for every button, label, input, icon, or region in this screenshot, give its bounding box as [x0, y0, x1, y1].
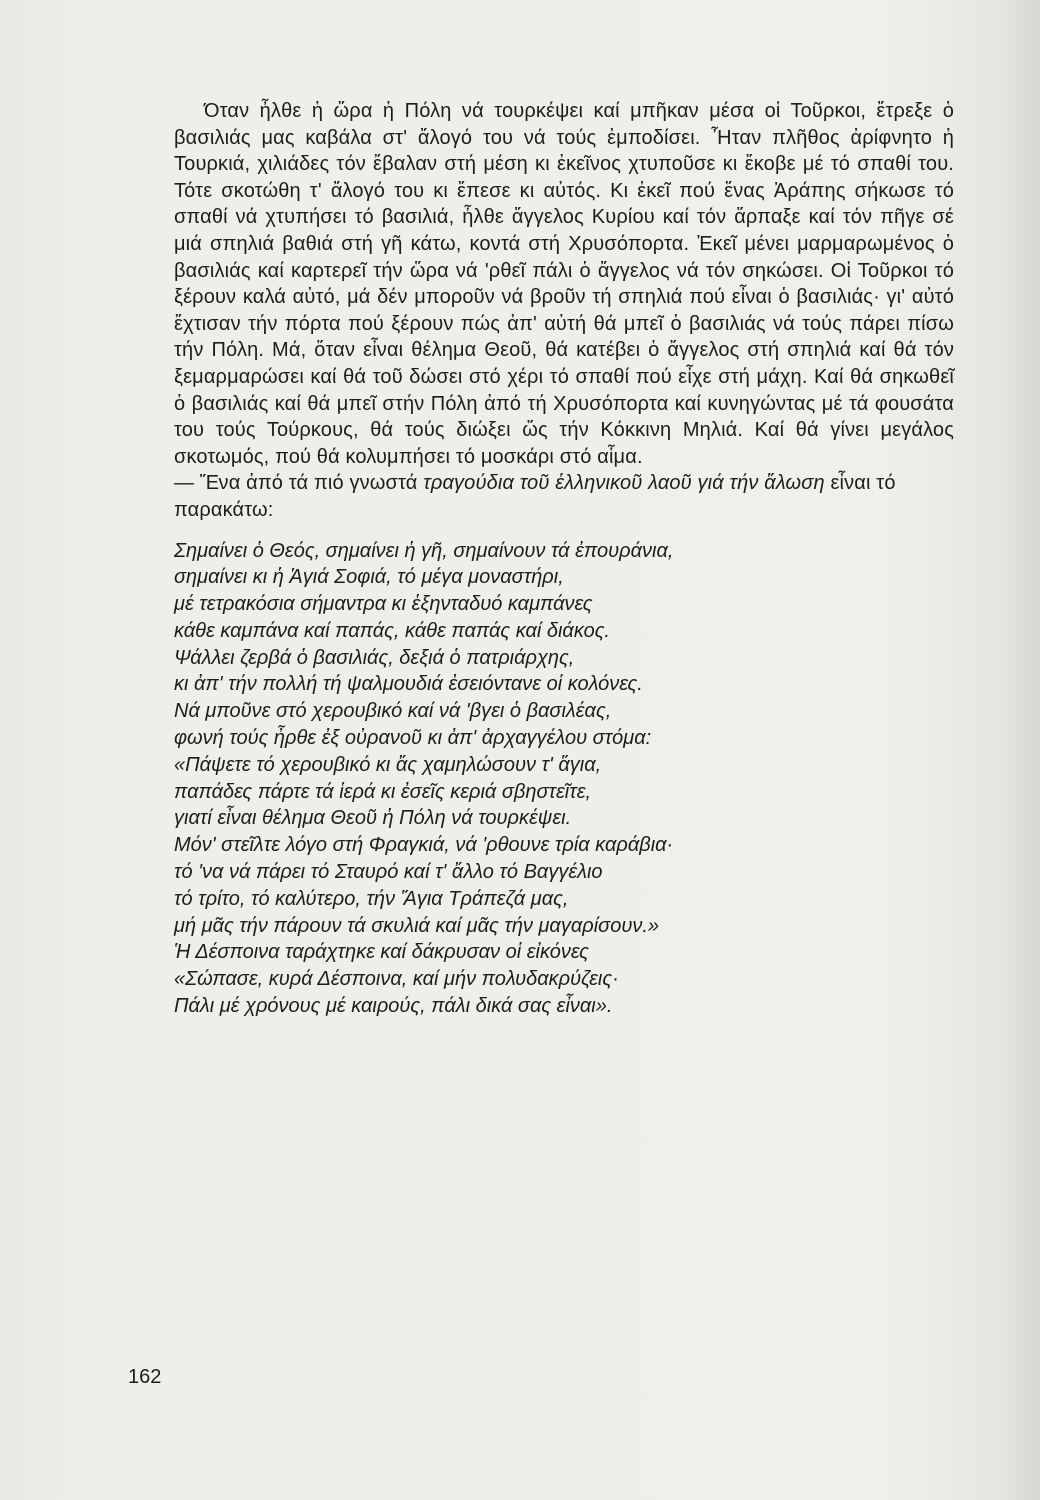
- verse-line: Πάλι μέ χρόνους μέ καιρούς, πάλι δικά σας εἶναι».: [174, 995, 613, 1018]
- verse-line: Μόν' στεῖλτε λόγο στή Φραγκιά, νά 'ρθουνε τρία καράβια·: [174, 834, 674, 857]
- verse-line: μέ τετρακόσια σήμαντρα κι ἑξηνταδυό καμπάνες: [174, 593, 593, 616]
- verse-line: Ἡ Δέσποινα ταράχτηκε καί δάκρυσαν οἱ εἰκόνες: [174, 941, 589, 964]
- verse-line: Σημαίνει ὁ Θεός, σημαίνει ἡ γῆ, σημαίνουν τά ἐπουράνια,: [174, 539, 674, 562]
- verse-line: Ψάλλει ζερβά ὁ βασιλιάς, δεξιά ὁ πατριάρχης,: [174, 646, 575, 669]
- verse-line: κι ἀπ' τήν πολλή τή ψαλμουδιά ἐσειόντανε οἱ κολόνες.: [174, 673, 643, 696]
- song-intro-italic: τραγούδια τοῦ ἑλληνικοῦ λαοῦ γιά τήν ἅλωση: [423, 472, 825, 495]
- page-text-block: [174, 98, 954, 1020]
- verse-line: «Σώπασε, κυρά Δέσποινα, καί μήν πολυδακρύζεις·: [174, 968, 619, 991]
- page-number: 162: [128, 1366, 162, 1388]
- verse-line: κάθε καμπάνα καί παπάς, κάθε παπάς καί διάκος.: [174, 619, 610, 642]
- legend-paragraph: Όταν ἦλθε ἡ ὥρα ἡ Πόλη νά τουρκέψει καί μπῆκαν μέσα οἱ Τοῦρκοι, ἔτρεξε ὁ βασιλιάς μας καβάλα στ' ἄλογό του νά τούς ἐμποδίσει. Ἦταν πλῆθος ἀρίφνητο ἡ Τουρκιά, χιλιάδες τόν ἔβαλαν στή μέση κι ἐκεῖνος χτυποῦσε κι ἔκοβε μέ τό σπαθί του. Τότε σκοτώθη τ' ἄλογό του κι ἔπεσε κι αὐτός. Κι ἐκεῖ πού ἕνας Ἀράπης σήκωσε τό σπαθί νά χτυπήσει τό βασιλιά, ἦλθε ἄγγελος Κυρίου καί τόν ἅρπαξε καί τόν πῆγε σέ μιά σπηλιά βαθιά στή γῆ κάτω, κοντά στή Χρυσόπορτα. Ἐκεῖ μένει μαρμαρωμένος ὁ βασιλιάς καί καρτερεῖ τήν ὥρα νά 'ρθεῖ πάλι ὁ ἄγγελος νά τόν σηκώσει. Οἱ Τοῦρκοι τό ξέρουν καλά αὐτό, μά δέν μποροῦν νά βροῦν τή σπηλιά πού εἶναι ὁ βασιλιάς· γι' αὐτό ἔχτισαν τήν πόρτα πού ξέρουν πώς ἀπ' αὐτή θά μπεῖ ὁ βασιλιάς νά τούς πάρει πίσω τήν Πόλη. Μά, ὅταν εἶναι θέλημα Θεοῦ, θά κατέβει ὁ ἄγγελος στή σπηλιά καί θά τόν ξεμαρμαρώσει καί θά τοῦ δώσει στό χέρι τό σπαθί πού εἶχε στή μάχη. Καί θά σηκωθεῖ ὁ βασιλιάς καί θά μπεῖ στήν Πόλη ἀπό τή Χρυσόπορτα καί κυνηγώντας μέ τά φουσάτα του τούς Τούρκους, θά τούς διώξει ὥς τήν Κόκκινη Μηλιά. Καί θά γίνει μεγάλος σκοτωμός, πού θά κολυμπήσει τό μοσκάρι στό αἷμα.: [174, 100, 954, 468]
- prose-section: [174, 98, 954, 524]
- folk-song-verses: [174, 538, 954, 1020]
- song-intro-paragraph: [174, 470, 954, 523]
- song-intro-lead: — Ἕνα ἀπό τά πιό γνωστά: [174, 472, 424, 495]
- verse-line: παπάδες πάρτε τά ἱερά κι ἐσεῖς κεριά σβηστεῖτε,: [174, 780, 592, 803]
- song-intro-tail: εἶναι τό παρακάτω:: [174, 472, 896, 521]
- verse-line: μή μᾶς τήν πάρουν τά σκυλιά καί μᾶς τήν μαγαρίσουν.»: [174, 914, 659, 937]
- verse-line: τό τρίτο, τό καλύτερο, τήν Ἅγια Τράπεζά μας,: [174, 887, 569, 910]
- verse-line: σημαίνει κι ἡ Ἁγιά Σοφιά, τό μέγα μοναστήρι,: [174, 566, 564, 589]
- verse-line: φωνή τούς ἦρθε ἐξ οὐρανοῦ κι ἀπ' ἀρχαγγέλου στόμα:: [174, 727, 652, 750]
- verse-line: τό 'να νά πάρει τό Σταυρό καί τ' ἄλλο τό Βαγγέλιο: [174, 861, 603, 884]
- verse-line: Νά μποῦνε στό χερουβικό καί νά 'βγει ὁ βασιλέας,: [174, 700, 612, 723]
- verse-line: γιατί εἶναι θέλημα Θεοῦ ἡ Πόλη νά τουρκέψει.: [174, 807, 572, 830]
- verse-line: «Πάψετε τό χερουβικό κι ἄς χαμηλώσουν τ' ἅγια,: [174, 753, 602, 776]
